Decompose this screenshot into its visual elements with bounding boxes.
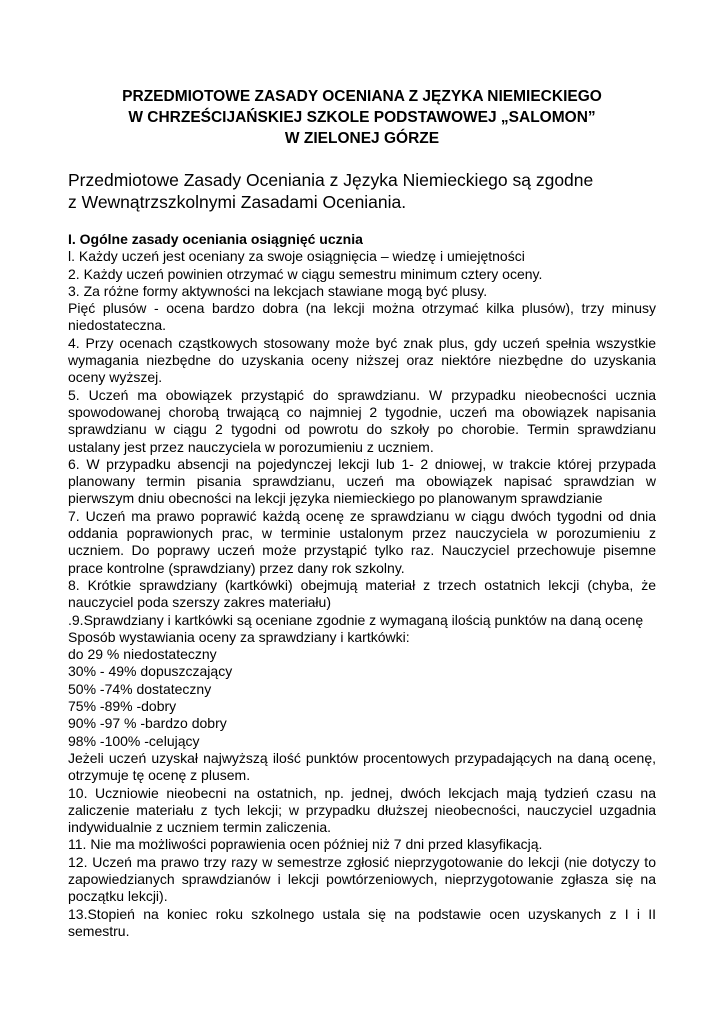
paragraph: l. Każdy uczeń jest oceniany za swoje osiągnięcia – wiedzę i umiejętności bbox=[68, 248, 525, 265]
paragraph: 11. Nie ma możliwości poprawienia ocen później niż 7 dni przed klasyfikacją. bbox=[68, 836, 543, 853]
grade-scale-item: do 29 % niedostateczny bbox=[68, 646, 217, 663]
document-subtitle bbox=[68, 169, 656, 213]
paragraph: 8. Krótkie sprawdziany (kartkówki) obejmują materiał z trzech ostatnich lekcji (chyba, że nauczyciel poda szerszy zakres materiału) bbox=[68, 576, 656, 611]
paragraph: 4. Przy ocenach cząstkowych stosowany może być znak plus, gdy uczeń spełnia wszystkie wymagania niezbędne do uzyskania oceny niższej oraz niektóre niezbędne do uzyskania oceny wyższej. bbox=[68, 334, 656, 386]
title-line: PRZEDMIOTOWE ZASADY OCENIANA Z JĘZYKA NIEMIECKIEGO bbox=[122, 88, 602, 105]
document-title bbox=[68, 86, 656, 149]
section-heading: I. Ogólne zasady oceniania osiągnięć ucznia bbox=[68, 231, 363, 247]
subtitle-line: z Wewnątrzszkolnymi Zasadami Oceniania. bbox=[68, 192, 407, 212]
grade-scale-item: 50% -74% dostateczny bbox=[68, 680, 212, 697]
paragraph: 3. Za różne formy aktywności na lekcjach stawiane mogą być plusy. bbox=[68, 282, 488, 299]
paragraph: Pięć plusów - ocena bardzo dobra (na lekcji można otrzymać kilka plusów), trzy minusy niedostateczna. bbox=[68, 300, 656, 334]
paragraph: 13.Stopień na koniec roku szkolnego ustala się na podstawie ocen uzyskanych z I i II semestru. bbox=[68, 905, 656, 939]
subtitle-line: Przedmiotowe Zasady Oceniania z Języka Niemieckiego są zgodne bbox=[68, 170, 594, 190]
paragraph: .9.Sprawdziany i kartkówki są oceniane zgodnie z wymaganą ilością punktów na daną ocenę bbox=[68, 611, 644, 628]
paragraph: Sposób wystawiania oceny za sprawdziany i kartkówki: bbox=[68, 628, 410, 645]
paragraph: 7. Uczeń ma prawo poprawić każdą ocenę ze sprawdzianu w ciągu dwóch tygodni od dnia oddania poprawionych prac, w terminie ustalonym przez nauczyciela w porozumieniu z uczniem. Do poprawy uczeń może przystąpić tylko raz. Nauczyciel przechowuje pisemne prace kontrolne (sprawdziany) przez dany rok szkolny. bbox=[68, 507, 656, 576]
paragraph: 2. Każdy uczeń powinien otrzymać w ciągu semestru minimum cztery oceny. bbox=[68, 265, 543, 282]
paragraph: 10. Uczniowie nieobecni na ostatnich, np. jednej, dwóch lekcjach mają tydzień czasu na zaliczenie materiału z tych lekcji; w przypadku dłuższej nieobecności, nauczyciel uzgadnia indywidualnie z uczniem termin zaliczenia. bbox=[68, 784, 656, 836]
title-line: W CHRZEŚCIJAŃSKIEJ SZKOLE PODSTAWOWEJ „SALOMON” bbox=[128, 109, 596, 126]
paragraph: 6. W przypadku absencji na pojedynczej lekcji lub 1- 2 dniowej, w trakcie której przypada planowany termin pisania sprawdzianu, uczeń ma obowiązek napisać sprawdzian w pierwszym dniu obecności na lekcji języka niemieckiego po planowanym sprawdzianie bbox=[68, 455, 656, 507]
document-page bbox=[68, 86, 656, 940]
paragraph: 5. Uczeń ma obowiązek przystąpić do sprawdzianu. W przypadku nieobecności ucznia spowodowanej chorobą trwającą co najmniej 2 tygodnie, uczeń ma obowiązek napisania sprawdzianu w ciągu 2 tygodni od powrotu do szkoły po chorobie. Termin sprawdzianu ustalany jest przez nauczyciela w porozumieniu z uczniem. bbox=[68, 386, 656, 455]
paragraph: 12. Uczeń ma prawo trzy razy w semestrze zgłosić nieprzygotowanie do lekcji (nie dotyczy to zapowiedzianych sprawdzianów i lekcji powtórzeniowych, nieprzygotowanie zgłasza się na początku lekcji). bbox=[68, 853, 656, 905]
title-line: W ZIELONEJ GÓRZE bbox=[284, 130, 440, 147]
grade-scale-item: 98% -100% -celujący bbox=[68, 732, 200, 749]
grade-scale-item: 30% - 49% dopuszczający bbox=[68, 663, 233, 680]
grade-scale-item: 75% -89% -dobry bbox=[68, 698, 177, 715]
section-body bbox=[68, 248, 656, 940]
grade-scale-item: 90% -97 % -bardzo dobry bbox=[68, 715, 227, 732]
paragraph: Jeżeli uczeń uzyskał najwyższą ilość punktów procentowych przypadających na daną ocenę, otrzymuje tę ocenę z plusem. bbox=[68, 749, 656, 784]
